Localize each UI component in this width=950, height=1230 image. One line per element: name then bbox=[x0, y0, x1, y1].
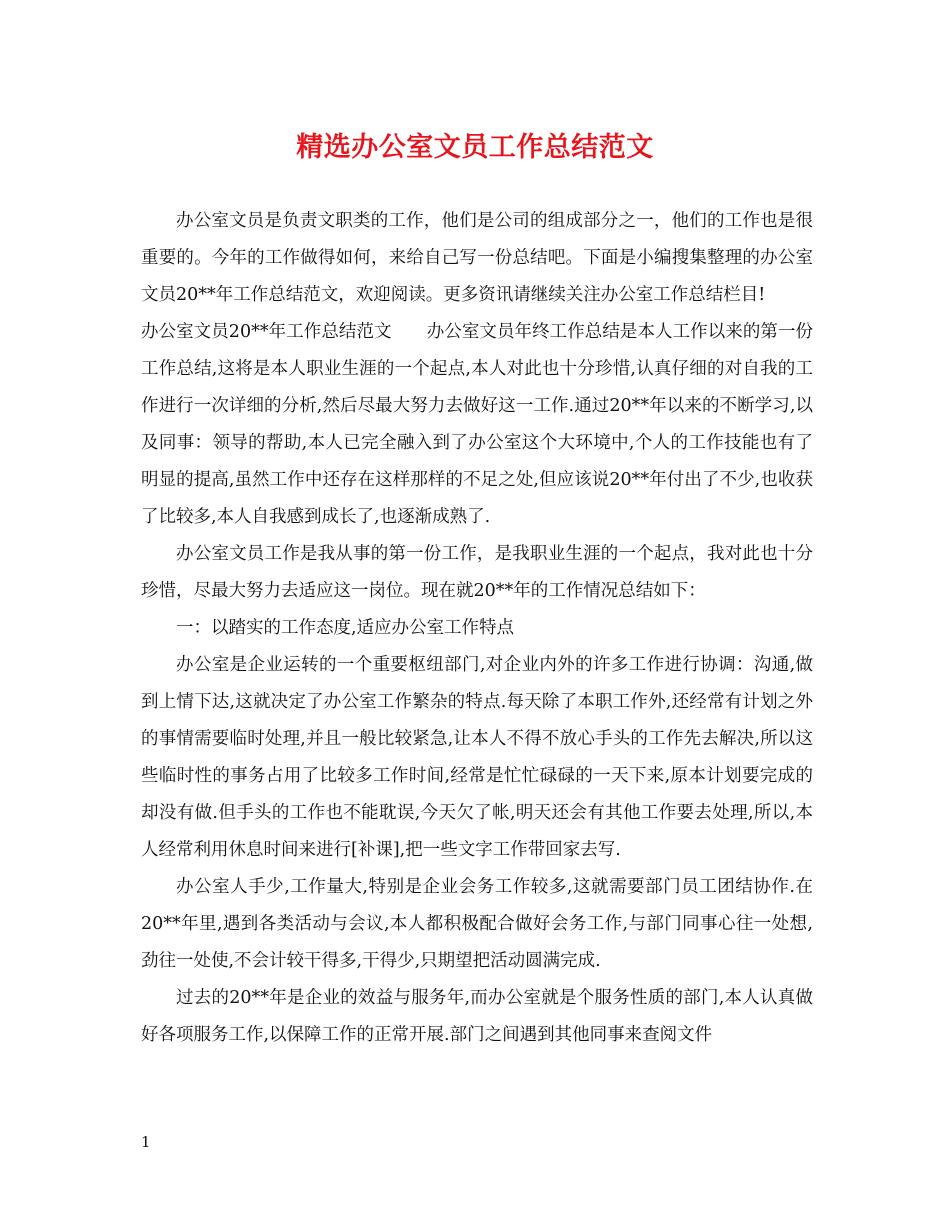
page-number: 1 bbox=[141, 1133, 151, 1151]
paragraph-summary-heading: 办公室文员20**年工作总结范文 办公室文员年终工作总结是本人工作以来的第一份工作总结,这将是本人职业生涯的一个起点,本人对此也十分珍惜,认真仔细的对自我的工作进行一次详细的分析,然后尽最大努力去做好这一工作.通过20**年以来的不断学习,以及同事：领导的帮助,本人已完全融入到了办公室这个大环境中,个人的工作技能也有了明显的提高,虽然工作中还存在这样那样的不足之处,但应该说20**年付出了不少,也收获了比较多,本人自我感到成长了,也逐渐成熟了. bbox=[141, 322, 813, 527]
paragraph-service: 过去的20**年是企业的效益与服务年,而办公室就是个服务性质的部门,本人认真做好各项服务工作,以保障工作的正常开展.部门之间遇到其他同事来查阅文件 bbox=[141, 988, 813, 1045]
paragraph-office-hub: 办公室是企业运转的一个重要枢纽部门,对企业内外的许多工作进行协调：沟通,做到上情下达,这就决定了办公室工作繁杂的特点.每天除了本职工作外,还经常有计划之外的事情需要临时处理,并且一般比较紧急,让本人不得不放心手头的工作先去解决,所以这些临时性的事务占用了比较多工作时间,经常是忙忙碌碌的一天下来,原本计划要完成的却没有做.但手头的工作也不能耽误,今天欠了帐,明天还会有其他工作要去处理,所以,本人经常利用休息时间来进行[补课],把一些文字工作带回家去写. bbox=[141, 655, 813, 860]
document-body bbox=[141, 203, 813, 1054]
document-title: 精选办公室文员工作总结范文 bbox=[296, 132, 654, 163]
section-heading-1: 一：以踏实的工作态度,适应办公室工作特点 bbox=[176, 618, 515, 638]
paragraph-teamwork: 办公室人手少,工作量大,特别是企业会务工作较多,这就需要部门员工团结协作.在20**年里,遇到各类活动与会议,本人都积极配合做好会务工作,与部门同事心往一处想,劲往一处使,不会计较干得多,干得少,只期望把活动圆满完成. bbox=[141, 877, 813, 971]
paragraph-first-job: 办公室文员工作是我从事的第一份工作，是我职业生涯的一个起点，我对此也十分珍惜，尽最大努力去适应这一岗位。现在就20**年的工作情况总结如下： bbox=[141, 544, 813, 601]
paragraph-intro: 办公室文员是负责文职类的工作，他们是公司的组成部分之一，他们的工作也是很重要的。今年的工作做得如何，来给自己写一份总结吧。下面是小编搜集整理的办公室文员20**年工作总结范文，欢迎阅读。更多资讯请继续关注办公室工作总结栏目! bbox=[141, 211, 813, 305]
